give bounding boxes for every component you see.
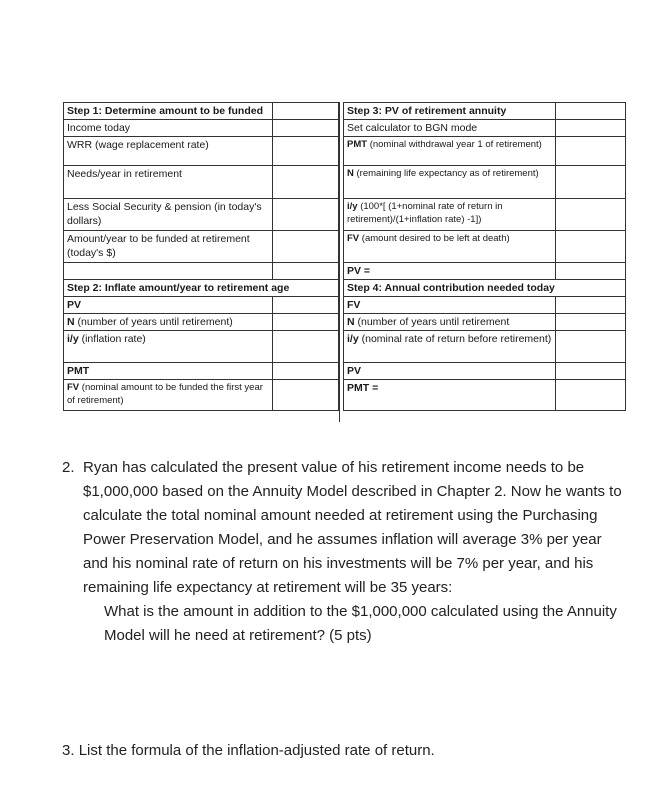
value-cell[interactable] [556, 231, 626, 263]
value-cell[interactable] [556, 166, 626, 199]
question-number: 2. [62, 459, 75, 476]
value-cell[interactable] [273, 380, 339, 411]
value-cell[interactable] [273, 331, 339, 363]
value-cell[interactable] [273, 166, 339, 199]
table-row [344, 166, 626, 199]
row-label [64, 263, 273, 280]
row-label: PV [344, 363, 556, 380]
value-cell[interactable] [273, 137, 339, 166]
left-worksheet-table [63, 102, 339, 411]
row-label: Amount/year to be funded at retirement (today's $) [64, 231, 273, 263]
table-row [344, 363, 626, 380]
table-row [344, 199, 626, 231]
value-cell[interactable] [273, 103, 339, 120]
value-cell[interactable] [273, 363, 339, 380]
table-row [344, 263, 626, 280]
row-label: i/y (nominal rate of return before retirement) [344, 331, 556, 363]
table-row [64, 314, 339, 331]
question-2 [62, 456, 622, 648]
step2-heading: Step 2: Inflate amount/year to retirement age [64, 280, 339, 297]
value-cell[interactable] [273, 263, 339, 280]
table-row [64, 263, 339, 280]
question-number: 3. [62, 742, 75, 759]
row-label: FV [344, 297, 556, 314]
step4-heading: Step 4: Annual contribution needed today [344, 280, 626, 297]
question-text: List the formula of the inflation-adjusted rate of return. [78, 742, 435, 759]
question-3 [62, 739, 622, 763]
value-cell[interactable] [556, 314, 626, 331]
right-worksheet-table [343, 102, 626, 411]
row-label: FV (amount desired to be left at death) [344, 231, 556, 263]
value-cell[interactable] [273, 199, 339, 231]
row-label: N (number of years until retirement) [64, 314, 273, 331]
value-cell[interactable] [556, 380, 626, 411]
row-label: FV (nominal amount to be funded the first year of retirement) [64, 380, 273, 411]
table-row [64, 166, 339, 199]
row-label: PMT (nominal withdrawal year 1 of retirement) [344, 137, 556, 166]
value-cell[interactable] [273, 231, 339, 263]
table-row [64, 280, 339, 297]
row-label: PV [64, 297, 273, 314]
value-cell[interactable] [273, 314, 339, 331]
row-label: WRR (wage replacement rate) [64, 137, 273, 166]
value-cell[interactable] [556, 199, 626, 231]
table-row [344, 120, 626, 137]
value-cell[interactable] [556, 103, 626, 120]
row-label: i/y (100*[ (1+nominal rate of return in retirement)/(1+inflation rate) -1]) [344, 199, 556, 231]
row-label: PMT = [344, 380, 556, 411]
table-divider [339, 102, 340, 422]
value-cell[interactable] [273, 297, 339, 314]
row-label: Set calculator to BGN mode [344, 120, 556, 137]
row-label: Less Social Security & pension (in today's dollars) [64, 199, 273, 231]
table-row [344, 314, 626, 331]
question-subtext: What is the amount in addition to the $1,000,000 calculated using the Annuity Model will he need at retirement? (5 pts) [104, 603, 617, 644]
table-row [64, 380, 339, 411]
value-cell[interactable] [273, 120, 339, 137]
row-label: PV = [344, 263, 556, 280]
table-row [344, 331, 626, 363]
row-label: N (remaining life expectancy as of retirement) [344, 166, 556, 199]
step3-heading: Step 3: PV of retirement annuity [344, 103, 556, 120]
table-row [64, 331, 339, 363]
value-cell[interactable] [556, 297, 626, 314]
table-row [344, 380, 626, 411]
table-row [64, 137, 339, 166]
row-label: PMT [64, 363, 273, 380]
table-row [344, 103, 626, 120]
table-row [64, 120, 339, 137]
value-cell[interactable] [556, 363, 626, 380]
table-row [64, 297, 339, 314]
row-label: i/y (inflation rate) [64, 331, 273, 363]
table-row [64, 103, 339, 120]
table-row [344, 137, 626, 166]
table-row [344, 297, 626, 314]
table-row [64, 231, 339, 263]
table-row [64, 363, 339, 380]
table-row [344, 231, 626, 263]
row-label: Needs/year in retirement [64, 166, 273, 199]
value-cell[interactable] [556, 137, 626, 166]
question-text: Ryan has calculated the present value of his retirement income needs to be $1,000,000 based on the Annuity Model described in Chapter 2. Now he wants to calculate the total nominal amount needed at retirement using the Purchasing Power Preservation Model, and he assumes inflation will average 3% per year and his nominal rate of return on his investments will be 7% per year, and his remaining life expectancy at retirement will be 35 years: [83, 459, 622, 596]
value-cell[interactable] [556, 263, 626, 280]
table-row [344, 280, 626, 297]
row-label: N (number of years until retirement [344, 314, 556, 331]
value-cell[interactable] [556, 120, 626, 137]
value-cell[interactable] [556, 331, 626, 363]
table-row [64, 199, 339, 231]
step1-heading: Step 1: Determine amount to be funded [64, 103, 273, 120]
row-label: Income today [64, 120, 273, 137]
